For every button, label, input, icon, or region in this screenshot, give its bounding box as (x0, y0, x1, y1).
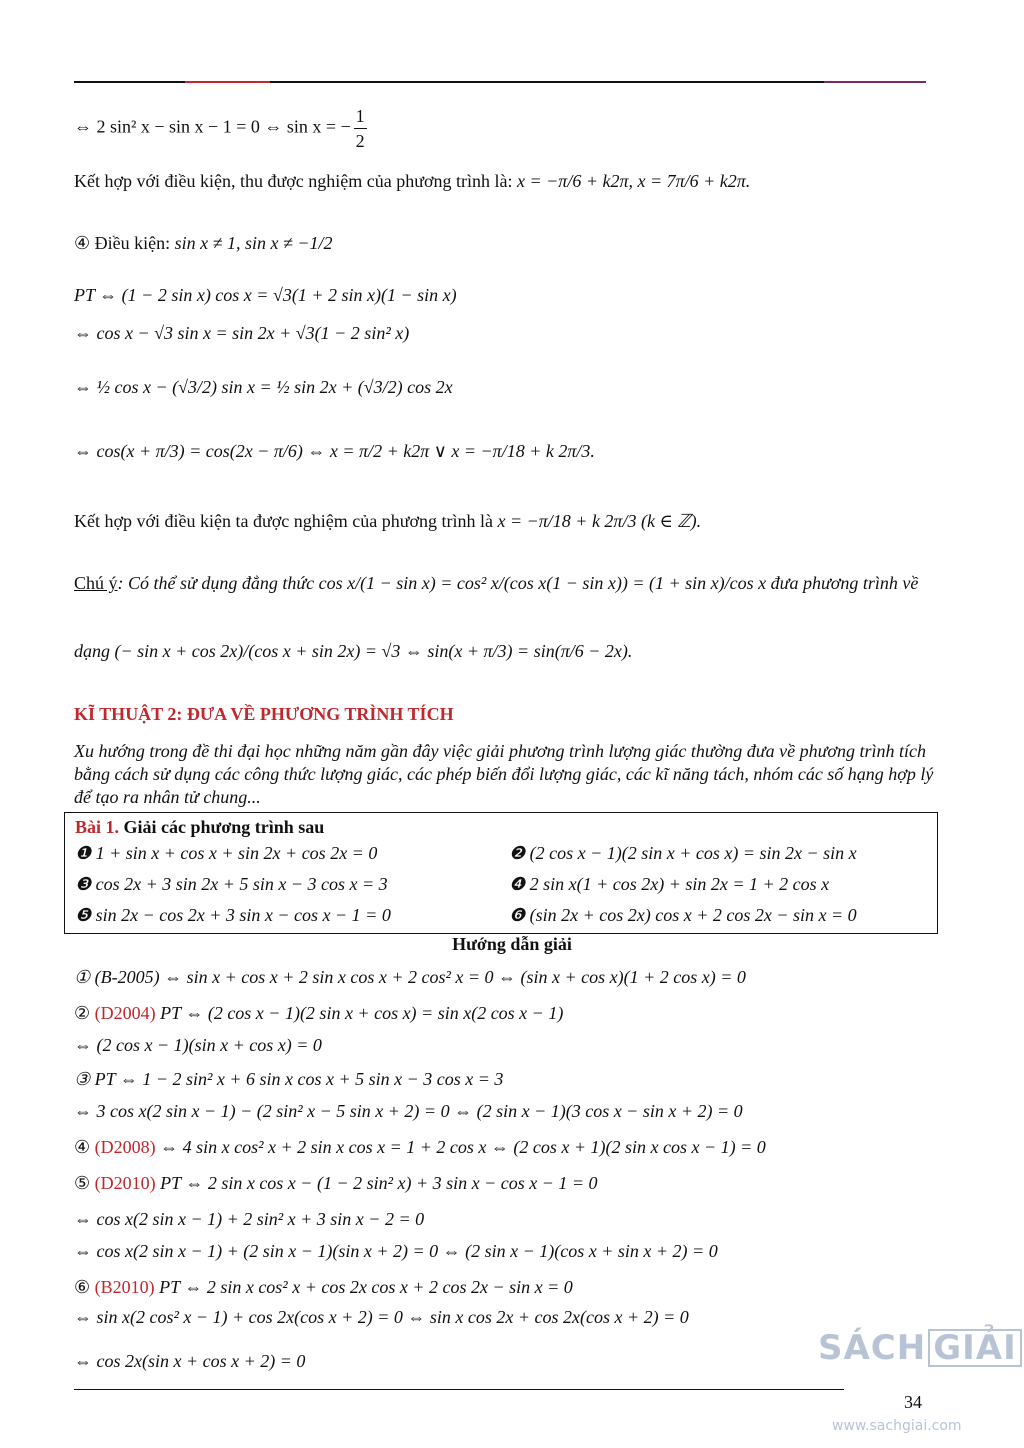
section-intro: Xu hướng trong đề thi đại học những năm gần đây việc giải phương trình lượng giác thường đưa về phương trình tích bằng cách sử dụng các công thức lượng giác, các phép biến đổi lượng giác, các kĩ năng tách, nhóm các số hạng hợp lý để tạo ra nhân tử chung... (74, 741, 934, 807)
guide-line: ⇔ 3 cos x(2 sin x − 1) − (2 sin² x − 5 sin x + 2) = 0 ⇔ (2 sin x − 1)(3 cos x − sin x + 2) = 0 (74, 1101, 743, 1121)
note-line: dạng (− sin x + cos 2x)/(cos x + sin 2x) = √3 ⇔ sin(x + π/3) = sin(π/6 − 2x). (74, 641, 633, 661)
result-line: Kết hợp với điều kiện ta được nghiệm của phương trình là x = −π/18 + k 2π/3 (k ∈ ℤ). (74, 511, 702, 531)
equation-line: ⇔ 2 sin² x − sin x − 1 = 0 ⇔ sin x = − $\frac{1}{2}$ (74, 106, 365, 151)
guide-line: ⑥ (B2010) PT ⇔ 2 sin x cos² x + cos 2x cos x + 2 cos 2x − sin x = 0 (74, 1277, 573, 1297)
guide-line: ③ PT ⇔ 1 − 2 sin² x + 6 sin x cos x + 5 sin x − 3 cos x = 3 (74, 1069, 504, 1089)
exercise-title: Bài 1. Giải các phương trình sau (75, 817, 325, 837)
exercise-item: ❺ sin 2x − cos 2x + 3 sin x − cos x − 1 = 0 (75, 905, 391, 925)
exercise-item: ❻ (sin 2x + cos 2x) cos x + 2 cos 2x − sin x = 0 (509, 905, 857, 925)
equation-line: ⇔ cos(x + π/3) = cos(2x − π/6) ⇔ x = π/2 + k2π ∨ x = −π/18 + k 2π/3. (74, 441, 595, 461)
watermark-site: www.sachgiai.com (832, 1418, 962, 1434)
exercise-item: ❷ (2 cos x − 1)(2 sin x + cos x) = sin 2x − sin x (509, 843, 857, 863)
result-line: Kết hợp với điều kiện, thu được nghiệm của phương trình là: x = −π/6 + k2π, x = 7π/6 + k2π. (74, 171, 751, 191)
guide-line: ② (D2004) PT ⇔ (2 cos x − 1)(2 sin x + cos x) = sin x(2 cos x − 1) (74, 1003, 564, 1023)
bottom-rule (74, 1389, 844, 1390)
guide-title: Hướng dẫn giải (452, 934, 572, 954)
exercise-item: ❹ 2 sin x(1 + cos 2x) + sin 2x = 1 + 2 cos x (509, 874, 830, 894)
guide-line: ⇔ cos 2x(sin x + cos x + 2) = 0 (74, 1351, 306, 1371)
guide-line: ⑤ (D2010) PT ⇔ 2 sin x cos x − (1 − 2 sin² x) + 3 sin x − cos x − 1 = 0 (74, 1173, 598, 1193)
exercise-box (64, 812, 938, 934)
exercise-item: ❶ 1 + sin x + cos x + sin 2x + cos 2x = 0 (75, 843, 378, 863)
equation-line: ⇔ ½ cos x − (√3/2) sin x = ½ sin 2x + (√3/2) cos 2x (74, 377, 453, 397)
condition-line: ④ Điều kiện: sin x ≠ 1, sin x ≠ −1/2 (74, 233, 333, 253)
guide-line: ⇔ cos x(2 sin x − 1) + (2 sin x − 1)(sin x + 2) = 0 ⇔ (2 sin x − 1)(cos x + sin x + 2) = 0 (74, 1241, 718, 1261)
section-heading: KĨ THUẬT 2: ĐƯA VỀ PHƯƠNG TRÌNH TÍCH (74, 704, 454, 724)
note-line: Chú ý: Có thể sử dụng đẳng thức cos x/(1 − sin x) = cos² x/(cos x(1 − sin x)) = (1 + sin x)/cos x đưa phương trình về (74, 573, 919, 593)
equation-line: ⇔ cos x − √3 sin x = sin 2x + √3(1 − 2 sin² x) (74, 323, 410, 343)
watermark-logo: SÁCH GIẢI (818, 1328, 1024, 1368)
fraction: $\frac{1}{2}$ (355, 106, 365, 151)
equation-line: PT ⇔ (1 − 2 sin x) cos x = √3(1 + 2 sin x)(1 − sin x) (74, 285, 457, 305)
guide-line: ⇔ (2 cos x − 1)(sin x + cos x) = 0 (74, 1035, 322, 1055)
top-rule (74, 81, 926, 83)
guide-line: ④ (D2008) ⇔ 4 sin x cos² x + 2 sin x cos x = 1 + 2 cos x ⇔ (2 cos x + 1)(2 sin x cos x − 1) = 0 (74, 1137, 766, 1157)
page-number: 34 (904, 1392, 922, 1412)
guide-line: ① (B-2005) ⇔ sin x + cos x + 2 sin x cos x + 2 cos² x = 0 ⇔ (sin x + cos x)(1 + 2 cos x) = 0 (74, 967, 746, 987)
guide-line: ⇔ sin x(2 cos² x − 1) + cos 2x(cos x + 2) = 0 ⇔ sin x cos 2x + cos 2x(cos x + 2) = 0 (74, 1307, 689, 1327)
exercise-item: ❸ cos 2x + 3 sin 2x + 5 sin x − 3 cos x = 3 (75, 874, 388, 894)
note-label: Chú ý (74, 573, 118, 593)
guide-line: ⇔ cos x(2 sin x − 1) + 2 sin² x + 3 sin x − 2 = 0 (74, 1209, 425, 1229)
